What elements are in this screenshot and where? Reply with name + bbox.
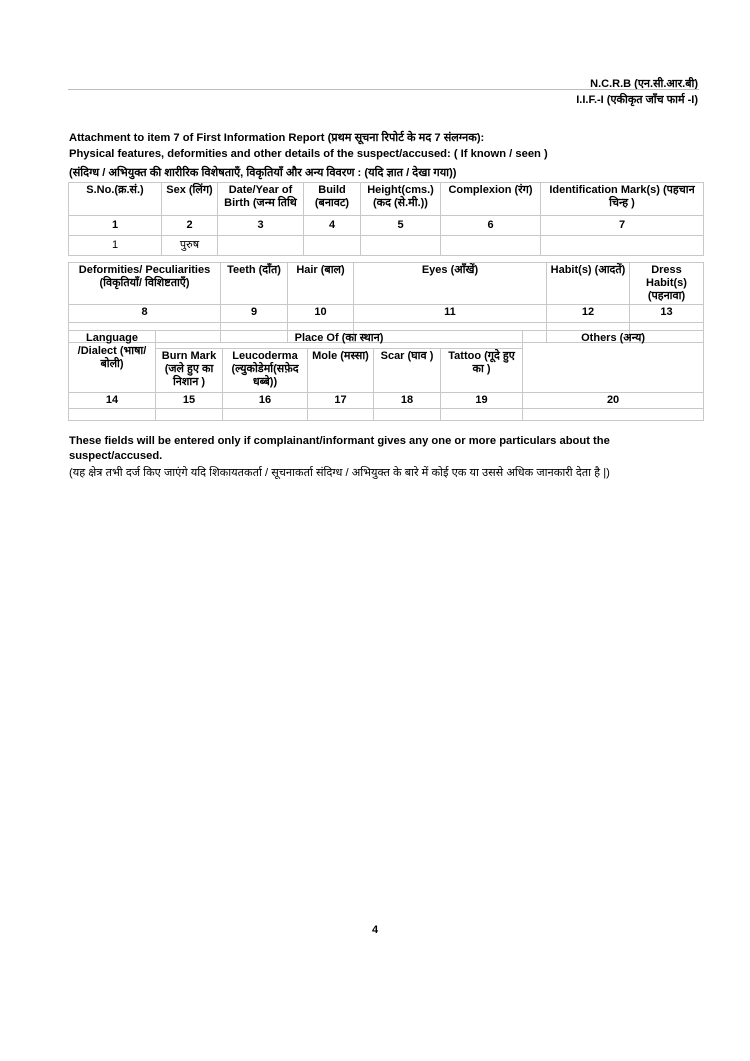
col-identification: Identification Mark(s) (पहचान चिन्ह )	[541, 183, 704, 216]
col-sno: S.No.(क्र.सं.)	[69, 183, 162, 216]
suspect-basic-table	[68, 182, 704, 256]
height-value	[361, 236, 441, 256]
col-dress-habits: Dress Habit(s) (पहनावा)	[630, 263, 704, 305]
num-cell: 10	[288, 305, 354, 323]
footer-note: These fields will be entered only if complainant/informant gives any one or more particulars about the suspect/accused.	[69, 435, 610, 462]
num-cell: 20	[523, 393, 704, 409]
table-number-row	[69, 305, 704, 323]
num-cell: 17	[308, 393, 374, 409]
sex-value: पुरुष	[162, 236, 218, 256]
num-cell: 7	[541, 216, 704, 236]
ncrb-label: N.C.R.B (एन.सी.आर.बी)	[590, 78, 698, 90]
table-number-row	[69, 216, 704, 236]
table-row	[69, 409, 704, 421]
identification-value	[541, 236, 704, 256]
attachment-title: Attachment to item 7 of First Information Report (प्रथम सूचना रिपोर्ट के मद 7 संलग्नक):	[69, 132, 485, 144]
col-hair: Hair (बाल)	[288, 263, 354, 305]
col-scar: Scar (घाव )	[374, 349, 441, 393]
col-leucoderma: Leucoderma (ल्युकोडेर्मा(सफ़ेद धब्बे))	[223, 349, 308, 393]
num-cell: 9	[221, 305, 288, 323]
col-habits: Habit(s) (आदतें)	[547, 263, 630, 305]
col-language: Language /Dialect (भाषा/बोली)	[69, 331, 156, 393]
table-number-row	[69, 393, 704, 409]
col-deformities: Deformities/ Peculiarities (विकृतियाँ/ विशिष्टताएँ)	[69, 263, 221, 305]
col-sex: Sex (लिंग)	[162, 183, 218, 216]
num-cell: 18	[374, 393, 441, 409]
table-header-row	[69, 331, 704, 349]
col-complexion: Complexion (रंग)	[441, 183, 541, 216]
physical-features-title: Physical features, deformities and other details of the suspect/accused: ( If known / seen )	[69, 148, 548, 160]
col-place-of: Place Of (का स्थान)	[156, 331, 523, 349]
table-row	[69, 236, 704, 256]
num-cell: 15	[156, 393, 223, 409]
num-cell: 14	[69, 393, 156, 409]
page-number: 4	[371, 924, 379, 936]
marks-table	[68, 330, 704, 421]
num-cell: 3	[218, 216, 304, 236]
num-cell: 1	[69, 216, 162, 236]
col-teeth: Teeth (दाँत)	[221, 263, 288, 305]
num-cell: 8	[69, 305, 221, 323]
num-cell: 12	[547, 305, 630, 323]
num-cell: 5	[361, 216, 441, 236]
physical-features-title-hindi: (संदिग्ध / अभियुक्त की शारीरिक विशेषताएँ, विकृतियाँ और अन्य विवरण : (यदि ज्ञात / देखा गया))	[69, 167, 457, 179]
build-value	[304, 236, 361, 256]
num-cell: 6	[441, 216, 541, 236]
col-burn-mark: Burn Mark (जले हुए का निशान )	[156, 349, 223, 393]
num-cell: 16	[223, 393, 308, 409]
col-tattoo: Tattoo (गूदे हुए का )	[441, 349, 523, 393]
col-others: Others (अन्य)	[523, 331, 704, 393]
table-header-row	[69, 263, 704, 305]
num-cell: 19	[441, 393, 523, 409]
col-height: Height(cms.) (कद (से.मी.))	[361, 183, 441, 216]
complexion-value	[441, 236, 541, 256]
dob-value	[218, 236, 304, 256]
table-header-row	[69, 183, 704, 216]
header-divider	[68, 89, 699, 90]
num-cell: 2	[162, 216, 218, 236]
form-label: I.I.F.-I (एकीकृत जाँच फार्म -I)	[576, 94, 698, 106]
sno-value: 1	[69, 236, 162, 256]
col-mole: Mole (मस्सा)	[308, 349, 374, 393]
footer-note-hindi: (यह क्षेत्र तभी दर्ज किए जाएंगे यदि शिकायतकर्ता / सूचनाकर्ता संदिग्ध / अभियुक्त के बारे में कोई एक या उससे अधिक जानकारी देता है |)	[69, 467, 610, 479]
col-build: Build (बनावट)	[304, 183, 361, 216]
num-cell: 4	[304, 216, 361, 236]
col-dob: Date/Year of Birth (जन्म तिथि	[218, 183, 304, 216]
num-cell: 13	[630, 305, 704, 323]
col-eyes: Eyes (आँखें)	[354, 263, 547, 305]
num-cell: 11	[354, 305, 547, 323]
